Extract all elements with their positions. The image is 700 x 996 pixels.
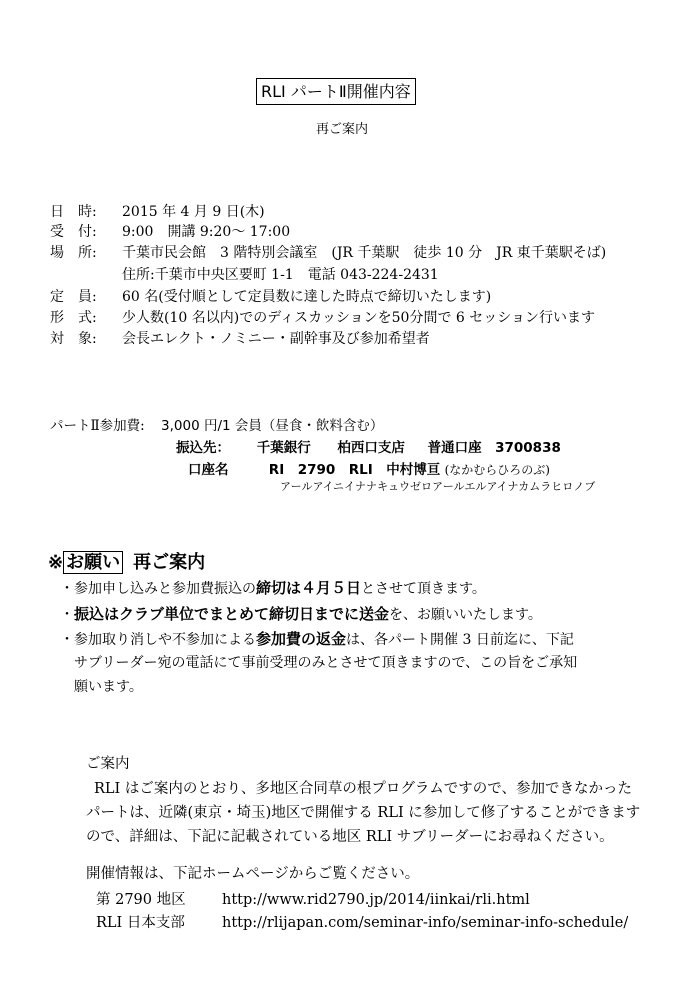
- guide-line: ので、詳細は、下記に記載されている地区 RLI サブリーダーにお尋ねください。: [86, 829, 614, 845]
- notice-text: ・参加取り消しや不参加による: [60, 632, 256, 648]
- page-subtitle: 再ご案内: [316, 122, 369, 137]
- page-title: RLI パートⅡ開催内容: [256, 78, 416, 105]
- target-label: 対 象:: [50, 331, 97, 347]
- notice-item: [60, 576, 486, 601]
- guide-line: RLI はご案内のとおり、多地区合同草の根プログラムですので、参加できなかった: [94, 781, 632, 797]
- notice-text: は、各パート開催 3 日前迄に、下記: [346, 632, 574, 648]
- notice-text: サブリーダー宛の電話にて事前受理のみとさせて頂きますので、この旨をご承知: [74, 655, 578, 671]
- fee-row: [50, 414, 383, 434]
- account-name-kana: アールアイニイナナキュウゼロアールエルアイナカムラヒロノブ: [280, 480, 596, 493]
- link-label: 第 2790 地区: [96, 892, 186, 908]
- notice-item: [60, 627, 574, 652]
- account-name: RI 2790 RLI 中村博亘: [268, 462, 441, 478]
- notice-text: ・: [60, 607, 74, 623]
- reception-label: 受 付:: [50, 224, 97, 240]
- format-row: [50, 308, 595, 328]
- link-row-district: [96, 888, 530, 913]
- venue-value: 千葉市民会館 3 階特別会議室 (JR 千葉駅 徒歩 10 分 JR 東千葉駅そば): [122, 245, 607, 261]
- account-name-reading: (なかむらひろのぶ): [444, 463, 550, 477]
- notice-emphasis: 参加費の返金: [256, 630, 347, 648]
- notice-rest: 再ご案内: [133, 552, 206, 573]
- link-label: RLI 日本支部: [96, 915, 185, 931]
- target-row: [50, 329, 430, 349]
- account-name-label: 口座名: [188, 462, 229, 478]
- transfer-row: [176, 436, 561, 456]
- link-row-japan: [96, 911, 628, 936]
- notice-text: とさせて頂きます。: [361, 581, 486, 597]
- account-name-row: [188, 458, 550, 478]
- guide-info-text: 開催情報は、下記ホームページからご覧ください。: [86, 866, 420, 882]
- address-row: 住所:千葉市中央区要町 1-1 電話 043-224-2431: [122, 267, 439, 283]
- notice-boxed-label: お願い: [63, 551, 123, 574]
- notice-heading: [48, 548, 205, 574]
- venue-row: [50, 243, 606, 263]
- reception-row: [50, 222, 290, 242]
- notice-item: [74, 675, 143, 699]
- guide-heading: ご案内: [86, 756, 130, 772]
- notice-item: [74, 651, 577, 675]
- branch-name: 柏西口支店: [337, 440, 405, 456]
- date-label: 日 時:: [50, 204, 97, 220]
- notice-text: ・参加申し込みと参加費振込の: [60, 581, 256, 597]
- notice-text: 願います。: [74, 679, 143, 695]
- transfer-label: 振込先：: [176, 440, 230, 456]
- date-value: 2015 年 4 月 9 日(木): [122, 204, 265, 220]
- format-value: 少人数(10 名以内)でのディスカッションを50分間で 6 セッション行います: [122, 310, 595, 326]
- fee-amount: 3,000 円/1 会員（昼食・飲料含む）: [161, 418, 384, 434]
- notice-item: [60, 602, 542, 627]
- notice-emphasis: 振込はクラブ単位でまとめて締切日までに送金: [74, 605, 390, 623]
- notice-text: を、お願いいたします。: [389, 607, 542, 623]
- venue-label: 場 所:: [50, 245, 97, 261]
- reception-value: 9:00 開講 9:20〜 17:00: [122, 224, 291, 240]
- date-row: [50, 202, 265, 222]
- target-value: 会長エレクト・ノミニー・副幹事及び参加希望者: [122, 331, 430, 347]
- format-label: 形 式:: [50, 310, 97, 326]
- capacity-row: [50, 287, 491, 307]
- account-number: 普通口座 3700838: [427, 440, 561, 456]
- notice-mark: ※: [48, 552, 64, 573]
- fee-label: パートⅡ参加費:: [50, 418, 145, 434]
- notice-emphasis: 締切は４月５日: [256, 579, 362, 597]
- capacity-label: 定 員:: [50, 289, 97, 305]
- guide-line: パートは、近隣(東京・埼玉)地区で開催する RLI に参加して修了することができます: [86, 805, 641, 821]
- bank-name: 千葉銀行: [256, 440, 311, 456]
- rli-japan-url-link[interactable]: http://rlijapan.com/seminar-info/seminar-info-schedule/: [222, 915, 629, 931]
- capacity-value: 60 名(受付順として定員数に達した時点で締切いたします): [122, 289, 492, 305]
- district-url-link[interactable]: http://www.rid2790.jp/2014/iinkai/rli.html: [222, 892, 530, 908]
